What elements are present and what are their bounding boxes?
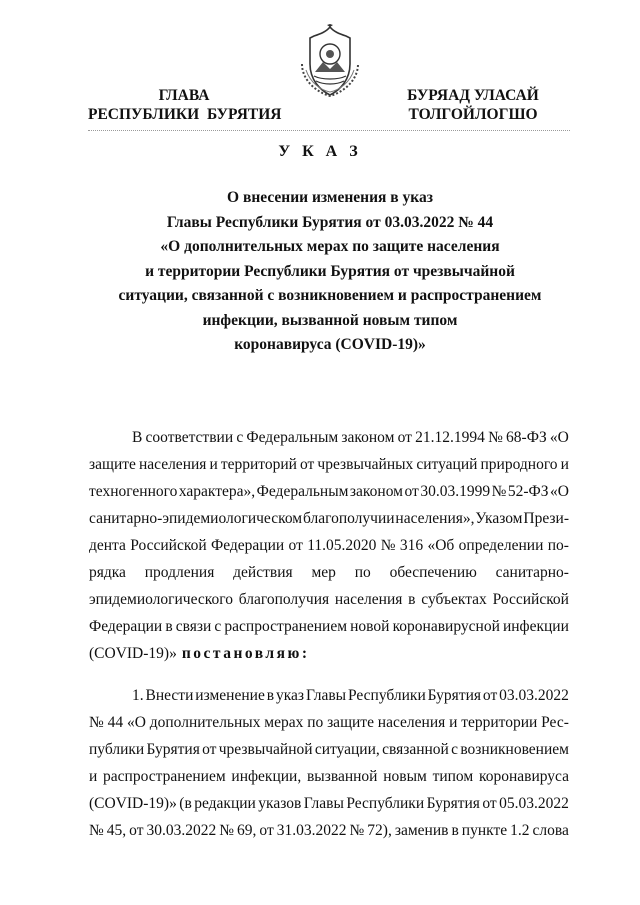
word: «О bbox=[549, 429, 569, 446]
word: Бурятия bbox=[427, 687, 482, 704]
word: связи bbox=[175, 618, 212, 635]
word: по bbox=[307, 714, 324, 731]
word: чрезвычайной bbox=[218, 741, 313, 758]
word: 72), bbox=[367, 822, 392, 839]
word: 68-ФЗ bbox=[506, 429, 547, 446]
word: В bbox=[132, 429, 143, 446]
issuer-name-russian bbox=[88, 86, 280, 124]
word: Рес- bbox=[541, 714, 569, 731]
issuer-line: БУРЯАД УЛАСАЙ bbox=[407, 87, 539, 104]
word: и bbox=[449, 714, 458, 731]
word: 03.03.2022 bbox=[499, 687, 569, 704]
word: Главы bbox=[305, 687, 347, 704]
word: техногенного bbox=[89, 483, 178, 500]
word: 31.03.2022 bbox=[276, 822, 347, 839]
word: Российской bbox=[130, 537, 207, 554]
paragraph-line bbox=[89, 478, 569, 505]
word: Указом bbox=[475, 510, 523, 527]
word: обеспечению bbox=[389, 564, 477, 581]
word: Республики bbox=[348, 687, 426, 704]
paragraph-line bbox=[89, 613, 569, 640]
word: Федеральным bbox=[256, 483, 349, 500]
word: санитарно-эпидемиологическом bbox=[89, 510, 303, 527]
word: мерах bbox=[264, 714, 304, 731]
word: природного bbox=[480, 456, 558, 473]
word: распространением bbox=[224, 618, 348, 635]
paragraph-line bbox=[89, 640, 569, 667]
word: в bbox=[451, 822, 459, 839]
word: от bbox=[482, 795, 497, 812]
paragraph-line bbox=[89, 736, 569, 763]
word: от bbox=[202, 741, 217, 758]
word: чрезвычайных bbox=[317, 456, 414, 473]
word: № bbox=[219, 822, 235, 839]
word: Бурятия bbox=[146, 741, 200, 758]
word: Российской bbox=[492, 591, 569, 608]
coat-of-arms-icon bbox=[296, 24, 364, 98]
header-divider bbox=[88, 130, 570, 131]
paragraph-line bbox=[89, 817, 569, 844]
word: 30.03.1999 bbox=[420, 483, 491, 500]
issuer-line: ГЛАВА bbox=[158, 87, 210, 104]
word: Бурятия bbox=[426, 795, 480, 812]
word: 05.03.2022 bbox=[499, 795, 569, 812]
word: публики bbox=[89, 741, 145, 758]
word: № bbox=[380, 537, 396, 554]
word: защите bbox=[327, 714, 374, 731]
word: защите bbox=[89, 456, 136, 473]
title-line: О внесении изменения в указ bbox=[227, 189, 433, 206]
clause-paragraph bbox=[89, 682, 569, 844]
word: в bbox=[165, 618, 173, 635]
word: территорий bbox=[220, 456, 297, 473]
word: редакции bbox=[194, 795, 256, 812]
word: коронавирусной bbox=[392, 618, 500, 635]
word: в bbox=[408, 591, 416, 608]
word: от bbox=[288, 537, 303, 554]
word: от bbox=[300, 456, 315, 473]
word: изменение bbox=[195, 687, 265, 704]
word: 1.2 bbox=[510, 822, 530, 839]
word: благополучии bbox=[302, 510, 395, 527]
word: населения bbox=[377, 714, 446, 731]
word: в bbox=[266, 687, 275, 704]
title-line: Главы Республики Бурятия от 03.03.2022 № 44 bbox=[166, 213, 494, 231]
word: действия bbox=[233, 564, 293, 581]
word: (в bbox=[179, 795, 192, 812]
word: 44 bbox=[107, 714, 124, 731]
issuer-name-buryat bbox=[378, 86, 568, 124]
paragraph-line bbox=[89, 505, 569, 532]
word: вызванной bbox=[306, 768, 378, 785]
paragraph-line bbox=[89, 451, 569, 478]
word: Федерации bbox=[210, 537, 285, 554]
word: благополучия bbox=[238, 591, 330, 608]
word: от bbox=[404, 483, 419, 500]
issuer-line: РЕСПУБЛИКИ БУРЯТИЯ bbox=[88, 106, 282, 123]
word: Внести bbox=[145, 687, 194, 704]
word: Прези- bbox=[523, 510, 569, 527]
word: законом bbox=[349, 483, 403, 500]
word: эпидемиологического bbox=[89, 591, 233, 608]
title-line: ситуации, связанной с возникновением и распространением bbox=[118, 287, 542, 304]
paragraph-line bbox=[89, 682, 569, 709]
word: 316 bbox=[399, 537, 424, 554]
word: 45, bbox=[106, 822, 127, 839]
word: Федерации bbox=[89, 618, 163, 635]
word: № bbox=[89, 714, 104, 731]
issuer-line: ТОЛГОЙЛОГШО bbox=[408, 106, 538, 123]
title-line: «О дополнительных мерах по защите населения bbox=[160, 238, 500, 255]
word: типом bbox=[432, 768, 474, 785]
word: соответствии bbox=[145, 429, 234, 446]
word: заменив bbox=[394, 822, 449, 839]
word: ситуации, bbox=[314, 741, 380, 758]
word: слова bbox=[532, 822, 569, 839]
word: населения bbox=[138, 456, 207, 473]
paragraph-line bbox=[89, 709, 569, 736]
word: и bbox=[560, 456, 569, 473]
decree-word: постановляю: bbox=[181, 645, 310, 662]
word: 11.05.2020 bbox=[307, 537, 377, 554]
word: от bbox=[129, 822, 144, 839]
word: возникновением bbox=[460, 741, 569, 758]
word: 52-ФЗ bbox=[507, 483, 549, 500]
word: и bbox=[209, 456, 218, 473]
word: от bbox=[397, 429, 412, 446]
word: новым bbox=[383, 768, 427, 785]
word: законом bbox=[341, 429, 395, 446]
word: 21.12.1994 bbox=[415, 429, 485, 446]
title-line: коронавируса (COVID-19)» bbox=[234, 336, 426, 353]
word: указов bbox=[258, 795, 302, 812]
paragraph-line bbox=[89, 424, 569, 451]
word: дента bbox=[89, 537, 126, 554]
word: инфекции bbox=[502, 618, 569, 635]
word: «Об bbox=[427, 537, 455, 554]
paragraph-line bbox=[89, 790, 569, 817]
word: пункте bbox=[461, 822, 508, 839]
word: Федеральным bbox=[246, 429, 339, 446]
word: рядка bbox=[89, 564, 126, 581]
word: мер bbox=[311, 564, 336, 581]
title-line: и территории Республики Бурятия от чрезвычайной bbox=[145, 262, 515, 280]
word: продления bbox=[144, 564, 215, 581]
word: Главы bbox=[303, 795, 344, 812]
word: с bbox=[236, 429, 244, 446]
word: с bbox=[451, 741, 459, 758]
word: с bbox=[214, 618, 222, 635]
word: № bbox=[89, 822, 104, 839]
word: 69, bbox=[237, 822, 257, 839]
paragraph-line bbox=[89, 763, 569, 790]
word: инфекции, bbox=[231, 768, 302, 785]
word: от bbox=[259, 822, 274, 839]
word: распространением bbox=[103, 768, 226, 785]
document-type: У К А З bbox=[278, 143, 362, 160]
word: по bbox=[354, 564, 371, 581]
word: № bbox=[491, 483, 507, 500]
word: населения», bbox=[395, 510, 475, 527]
word: определении bbox=[458, 537, 544, 554]
word: (COVID-19)» bbox=[89, 795, 177, 812]
word: коронавируса bbox=[478, 768, 569, 785]
word: санитарно- bbox=[495, 564, 569, 581]
word: по- bbox=[547, 537, 569, 554]
paragraph-line bbox=[89, 559, 569, 586]
word: «О bbox=[550, 483, 569, 500]
word: Республики bbox=[346, 795, 425, 812]
title-line: инфекции, вызванной новым типом bbox=[202, 311, 458, 329]
paragraph-line bbox=[89, 532, 569, 559]
word: ситуаций bbox=[416, 456, 478, 473]
paragraph-text: (COVID-19)» bbox=[89, 645, 177, 662]
word: характера», bbox=[178, 483, 256, 500]
word: субъектах bbox=[421, 591, 487, 608]
word: территории bbox=[461, 714, 538, 731]
word: и bbox=[89, 768, 98, 785]
word: 1. bbox=[132, 687, 144, 704]
word: новой bbox=[350, 618, 390, 635]
word: № bbox=[488, 429, 503, 446]
word: связанной bbox=[382, 741, 449, 758]
word: дополнительных bbox=[149, 714, 261, 731]
preamble-paragraph bbox=[89, 424, 569, 667]
word: населения bbox=[334, 591, 403, 608]
word: от bbox=[482, 687, 498, 704]
word: «О bbox=[126, 714, 146, 731]
word: 30.03.2022 bbox=[146, 822, 217, 839]
word: указ bbox=[275, 687, 305, 704]
word: № bbox=[349, 822, 365, 839]
document-title bbox=[90, 186, 570, 358]
paragraph-line bbox=[89, 586, 569, 613]
